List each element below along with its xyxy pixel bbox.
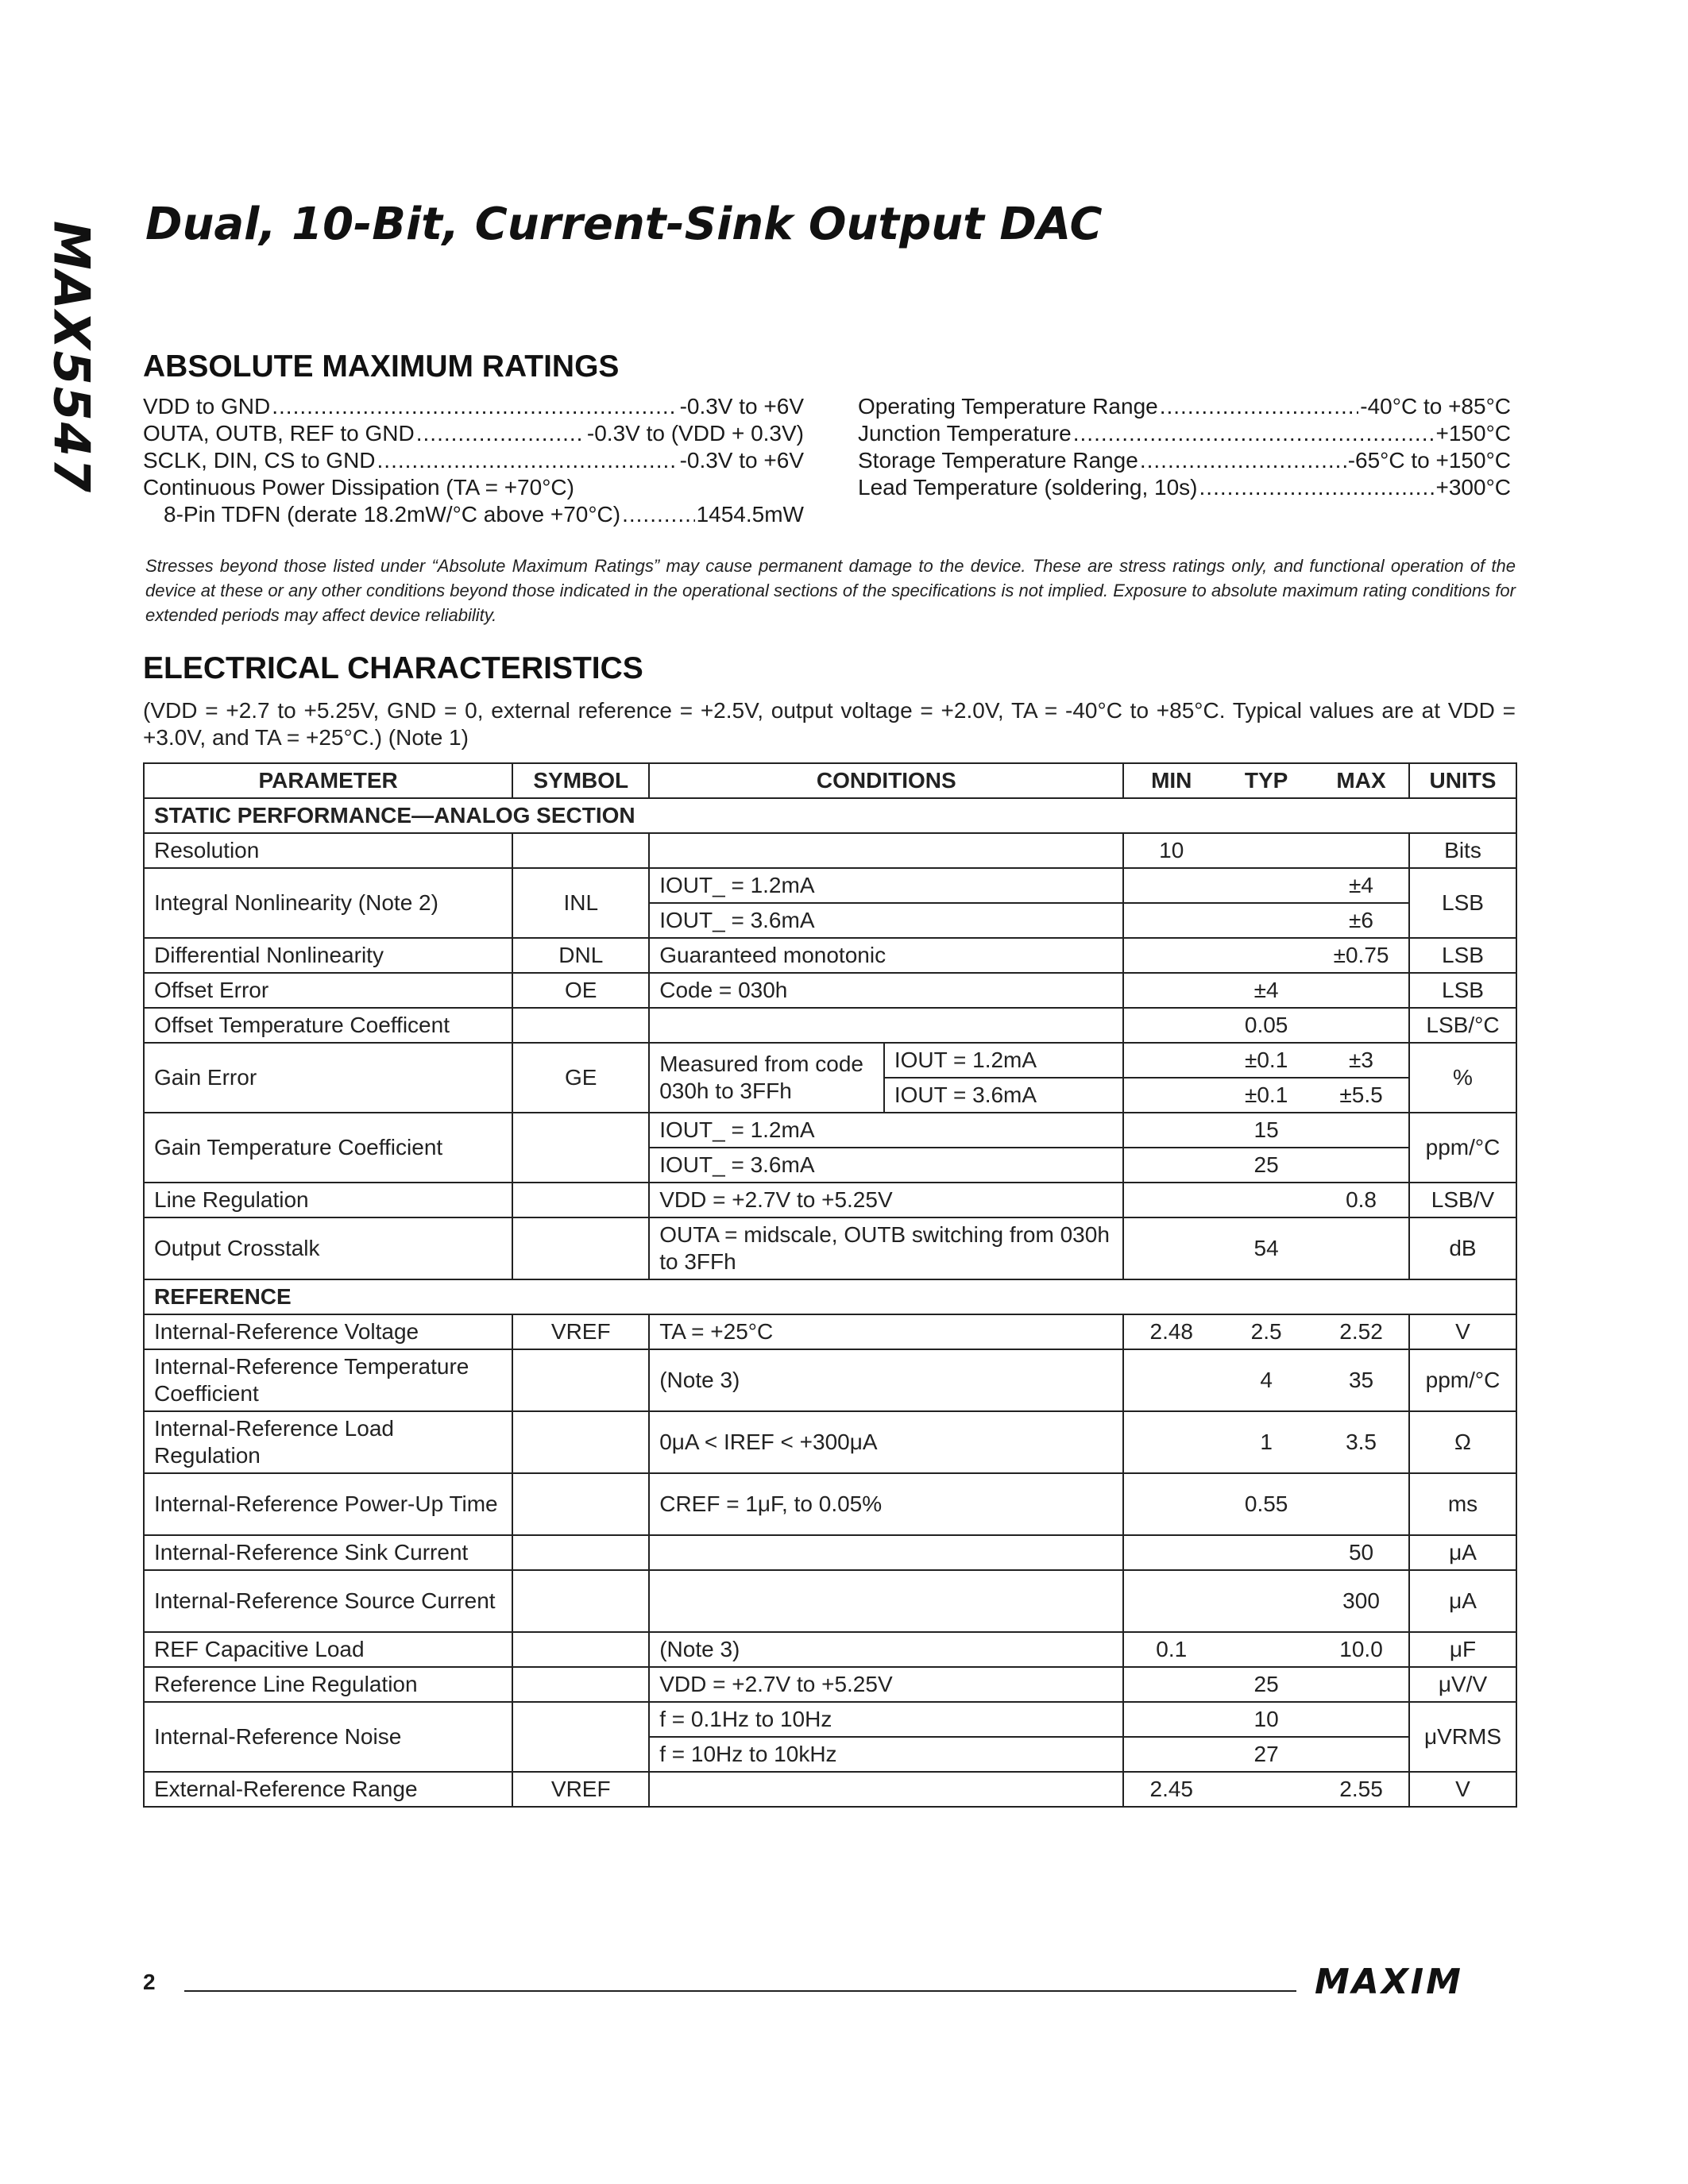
col-header: MAX (1314, 763, 1409, 798)
amr-row: OUTA, OUTB, REF to GND ..... -0.3V to (VDD + 0.3V) (143, 420, 804, 447)
table-row: Offset Temperature Coefficent 0.05 LSB/°C (144, 1008, 1516, 1043)
col-header: UNITS (1409, 763, 1516, 798)
amr-row: Junction Temperature ..... +150°C (858, 420, 1511, 447)
electrical-characteristics-table (143, 762, 1517, 1808)
col-header: MIN (1123, 763, 1219, 798)
amr-row: SCLK, DIN, CS to GND ..... -0.3V to +6V (143, 447, 804, 474)
amr-row: Continuous Power Dissipation (TA = +70°C) (143, 475, 574, 500)
table-row: Output Crosstalk OUTA = midscale, OUTB switching from 030h to 3FFh 54 dB (144, 1217, 1516, 1279)
amr-row: VDD to GND ..... -0.3V to +6V (143, 393, 804, 420)
col-header: TYP (1219, 763, 1314, 798)
table-row: f = 10Hz to 10kHz 27 (144, 1737, 1516, 1772)
amr-right-column (858, 393, 1511, 501)
table-row: Internal-Reference Noise f = 0.1Hz to 10Hz 10 μVRMS (144, 1702, 1516, 1737)
table-row: REF Capacitive Load (Note 3) 0.1 10.0 μF (144, 1632, 1516, 1667)
maxim-logo: MAXIM (1315, 1962, 1463, 2002)
table-row: Gain Error GE Measured from code 030h to 3FFh IOUT = 1.2mA ±0.1 ±3 % (144, 1043, 1516, 1078)
stress-note: Stresses beyond those listed under “Absolute Maximum Ratings” may cause permanent damage to the device. These are stress ratings only, and functional operation of the device at these or any other conditions beyond those indicated in the operational sections of the specifications is not implied. Exposure to absolute maximum rating conditions for extended periods may affect device reliability. (145, 556, 1516, 625)
table-row: IOUT_ = 3.6mA 25 (144, 1148, 1516, 1183)
col-header: SYMBOL (512, 763, 649, 798)
ec-conditions-intro: (VDD = +2.7 to +5.25V, GND = 0, external reference = +2.5V, output voltage = +2.0V, TA = -40°C to +85°C. Typical values are at VDD = +3.0V, and TA = +25°C.) (Note 1) (143, 698, 1516, 750)
table-row: External-Reference Range VREF 2.45 2.55 V (144, 1772, 1516, 1807)
table-row: Gain Temperature Coefficient IOUT_ = 1.2mA 15 ppm/°C (144, 1113, 1516, 1148)
table-row: Integral Nonlinearity (Note 2) INL IOUT_ = 1.2mA ±4 LSB (144, 868, 1516, 903)
ec-heading: ELECTRICAL CHARACTERISTICS (143, 651, 643, 685)
table-row: IOUT_ = 3.6mA ±6 (144, 903, 1516, 938)
table-row: Reference Line Regulation VDD = +2.7V to +5.25V 25 μV/V (144, 1667, 1516, 1702)
table-row: Differential Nonlinearity DNL Guaranteed monotonic ±0.75 LSB (144, 938, 1516, 973)
table-header-row (144, 763, 1516, 798)
table-row: Resolution 10 Bits (144, 833, 1516, 868)
col-header: PARAMETER (144, 763, 512, 798)
section-row: STATIC PERFORMANCE—ANALOG SECTION (144, 798, 1516, 833)
footer-rule (184, 1990, 1296, 1992)
amr-heading: ABSOLUTE MAXIMUM RATINGS (143, 349, 620, 384)
table-row: Internal-Reference Source Current 300 μA (144, 1570, 1516, 1632)
table-row: Internal-Reference Sink Current 50 μA (144, 1535, 1516, 1570)
amr-row: 8-Pin TDFN (derate 18.2mW/°C above +70°C) ..... 1454.5mW (143, 501, 804, 528)
page-title: Dual, 10-Bit, Current-Sink Output DAC (145, 199, 1103, 250)
page-number: 2 (143, 1970, 156, 1994)
amr-row: Lead Temperature (soldering, 10s) ..... +300°C (858, 474, 1511, 501)
table-row: Internal-Reference Power-Up Time CREF = 1μF, to 0.05% 0.55 ms (144, 1473, 1516, 1535)
table-row: Internal-Reference Temperature Coefficient (Note 3) 4 35 ppm/°C (144, 1349, 1516, 1411)
table-row: Internal-Reference Load Regulation 0μA < IREF < +300μA 1 3.5 Ω (144, 1411, 1516, 1473)
amr-left-column (143, 393, 804, 528)
amr-row: Storage Temperature Range ..... -65°C to +150°C (858, 447, 1511, 474)
amr-row: Operating Temperature Range ..... -40°C to +85°C (858, 393, 1511, 420)
section-row: REFERENCE (144, 1279, 1516, 1314)
col-header: CONDITIONS (649, 763, 1123, 798)
table-row: Offset Error OE Code = 030h ±4 LSB (144, 973, 1516, 1008)
table-row: IOUT = 3.6mA ±0.1 ±5.5 (144, 1078, 1516, 1113)
table-row: Internal-Reference Voltage VREF TA = +25°C 2.48 2.5 2.52 V (144, 1314, 1516, 1349)
table-row: Line Regulation VDD = +2.7V to +5.25V 0.8 LSB/V (144, 1183, 1516, 1217)
part-number-side-tab: MAX5547 (42, 220, 101, 495)
